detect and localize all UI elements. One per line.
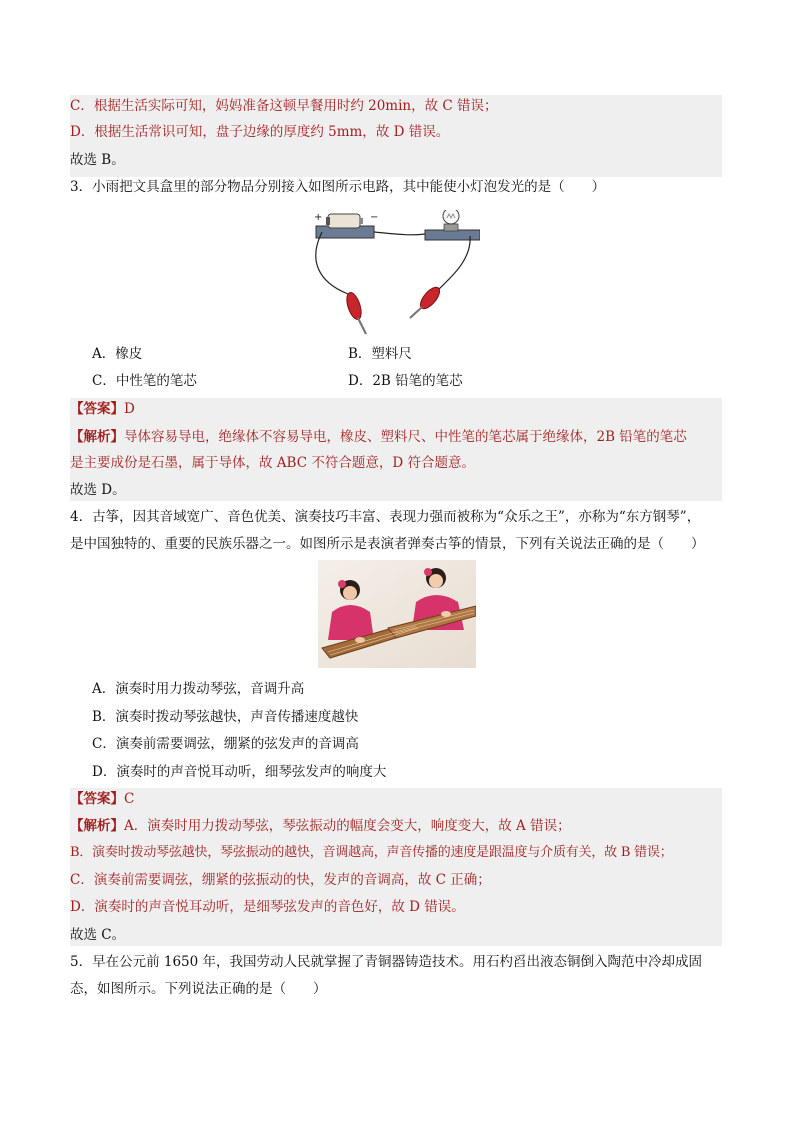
q4-answer-row — [70, 790, 134, 808]
q4-option-b: B．演奏时拨动琴弦越快，声音传播速度越快 — [92, 709, 359, 725]
q3-analysis-tag: 【解析】 — [70, 429, 124, 445]
q5-stem-2: 态，如图所示。下列说法正确的是（ ） — [70, 981, 327, 997]
q4-analysis-1: A．演奏时用力拨动琴弦，琴弦振动的幅度会变大，响度变大，故 A 错误； — [124, 818, 571, 834]
circuit-figure — [310, 210, 480, 335]
battery-minus-sign: − — [370, 212, 379, 223]
q3-analysis-1: 导体容易导电，绝缘体不容易导电，橡皮、塑料尺、中性笔的笔芯属于绝缘体，2B 铅笔的笔芯 — [124, 429, 687, 445]
shade-q3-answer — [70, 398, 722, 501]
q5-stem-1: 5．早在公元前 1650 年，我国劳动人民就掌握了青铜器铸造技术。用石杓舀出液态铜倒入陶范中冷却成固 — [70, 954, 703, 970]
guzheng-photo — [318, 560, 476, 668]
battery-plus-sign: + — [314, 212, 323, 223]
wire-right — [438, 236, 470, 290]
q4-option-d: D．演奏时的声音悦耳动听，细琴弦发声的响度大 — [92, 764, 387, 780]
wire-top — [374, 232, 425, 235]
prev-analysis-d: D．根据生活常识可知，盘子边缘的厚度约 5mm，故 D 错误。 — [70, 124, 450, 140]
q4-analysis-tag: 【解析】 — [70, 818, 124, 834]
q3-analysis-2: 是主要成份是石墨，属于导体，故 ABC 不符合题意，D 符合题意。 — [70, 455, 475, 471]
q3-stem: 3．小雨把文具盒里的部分物品分别接入如图所示电路，其中能使小灯泡发光的是（ ） — [70, 179, 606, 195]
left-probe — [344, 291, 366, 334]
prev-conclusion: 故选 B。 — [70, 152, 125, 168]
q4-analysis-4: D．演奏时的声音悦耳动听，是细琴弦发声的音色好，故 D 错误。 — [70, 899, 465, 915]
q4-stem-2: 是中国独特的、重要的民族乐器之一。如图所示是表演者弹奏古筝的情景，下列有关说法正确的是（ ） — [70, 536, 705, 552]
q4-option-c: C．演奏前需要调弦，绷紧的弦发声的音调高 — [92, 736, 359, 752]
q4-answer-tag: 【答案】 — [70, 791, 124, 807]
q4-analysis-row — [70, 817, 571, 835]
q3-answer: D — [124, 401, 135, 417]
q3-conclusion: 故选 D。 — [70, 482, 126, 498]
q4-stem-1: 4．古筝，因其音域宽广、音色优美、演奏技巧丰富、表现力强而被称为“众乐之王”，亦称为“东方钢琴”， — [70, 509, 701, 525]
q4-option-a: A．演奏时用力拨动琴弦，音调升高 — [92, 681, 305, 697]
wire-left — [316, 232, 348, 294]
q4-analysis-2: B．演奏时拨动琴弦越快，琴弦振动的越快，音调越高，声音传播的速度是跟温度与介质有关，故 B 错误； — [70, 845, 673, 860]
bulb-base — [425, 230, 480, 240]
bulb-glass — [443, 210, 459, 224]
q4-analysis-3: C．演奏前需要调弦，绷紧的弦振动的快，发声的音调高，故 C 正确； — [70, 872, 491, 888]
battery-cell — [328, 214, 360, 228]
q3-answer-tag: 【答案】 — [70, 401, 124, 417]
right-probe — [410, 284, 443, 318]
q3-option-c: C．中性笔的笔芯 — [92, 373, 197, 389]
q3-option-d: D．2B 铅笔的笔芯 — [348, 373, 463, 389]
q3-analysis-row — [70, 428, 687, 446]
shade-q4-answer — [70, 788, 722, 946]
q3-option-a: A．橡皮 — [92, 346, 143, 362]
q3-answer-row — [70, 400, 135, 418]
q4-conclusion: 故选 C。 — [70, 927, 126, 943]
q3-option-b: B．塑料尺 — [348, 346, 412, 362]
prev-analysis-c: C．根据生活实际可知，妈妈准备这顿早餐用时约 20min，故 C 错误； — [70, 98, 498, 114]
q4-answer: C — [124, 791, 135, 807]
